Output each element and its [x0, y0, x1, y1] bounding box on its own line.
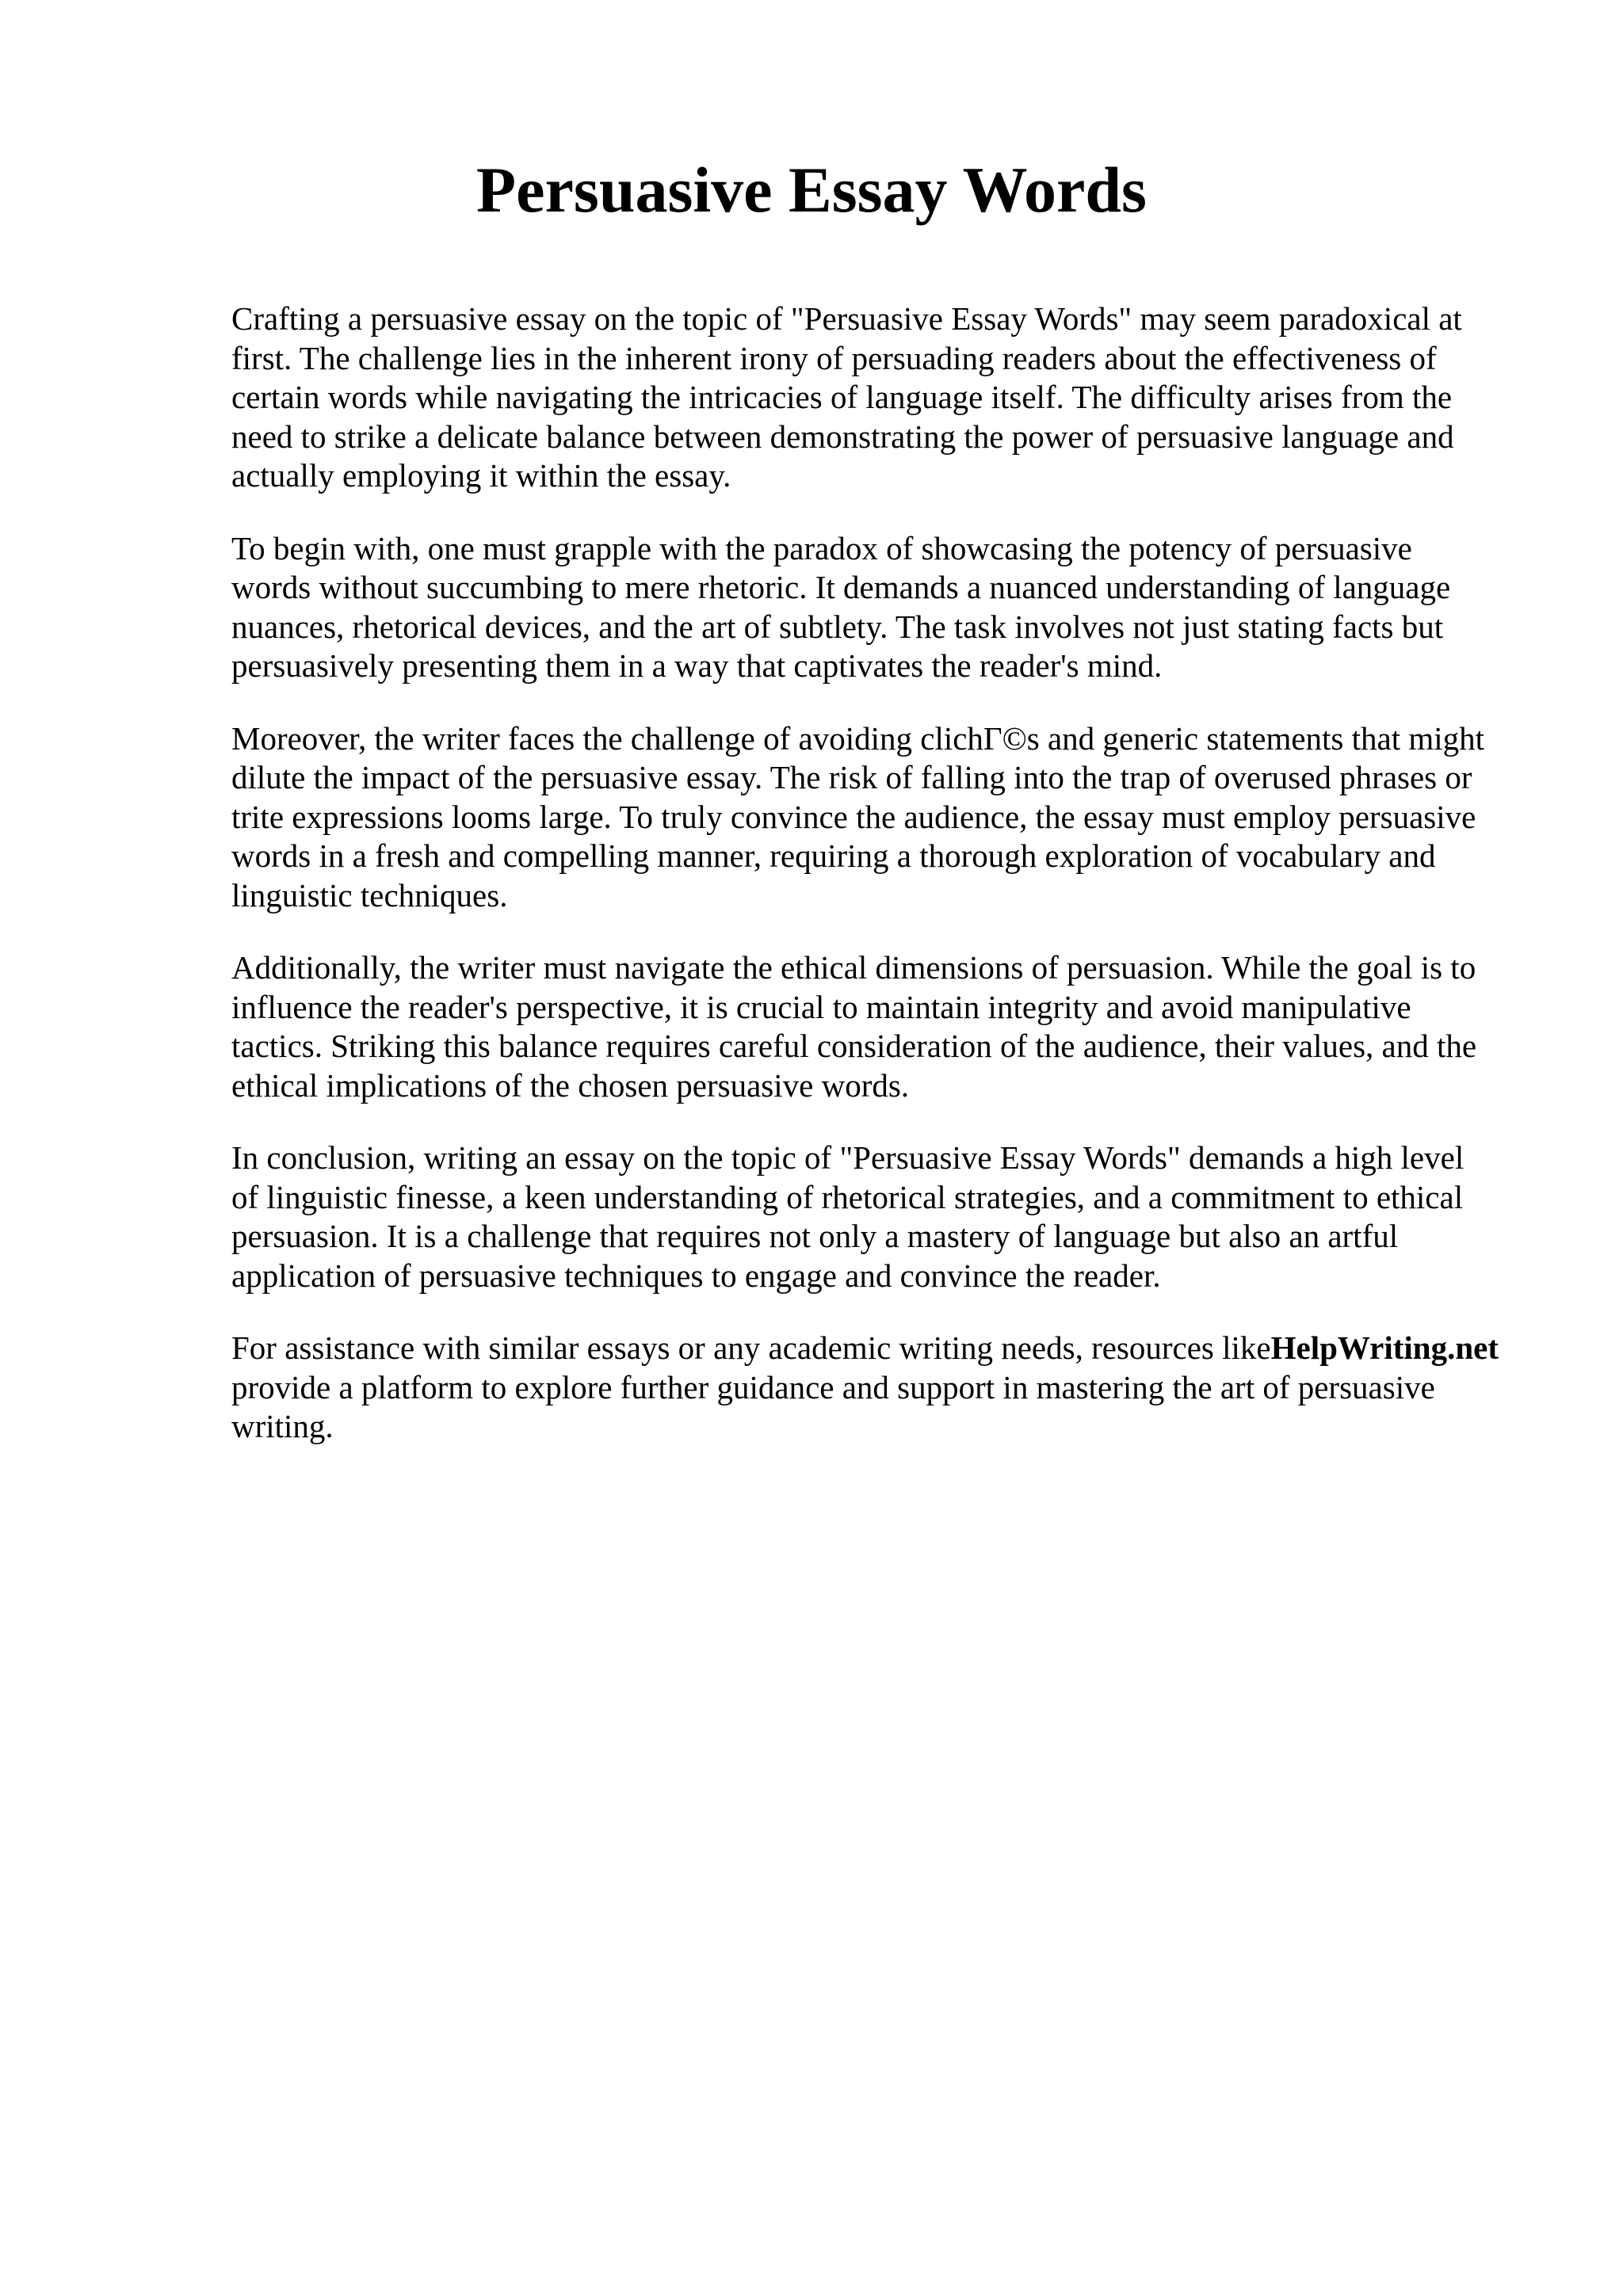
helpwriting-link[interactable]: HelpWriting.net [1270, 1329, 1499, 1366]
text-line: words in a fresh and compelling manner, requiring a thorough exploration of vocabulary and [231, 837, 1436, 874]
text-line: words without succumbing to mere rhetoric. It demands a nuanced understanding of language [231, 569, 1451, 605]
paragraph-closing [231, 1329, 1531, 1447]
text-line: ethical implications of the chosen persuasive words. [231, 1066, 910, 1104]
paragraph-cliches [231, 719, 1531, 916]
text-line: first. The challenge lies in the inherent irony of persuading readers about the effectiveness of [231, 339, 1437, 376]
text-line: To begin with, one must grapple with the paradox of showcasing the potency of persuasive [231, 529, 1412, 566]
text-line: provide a platform to explore further guidance and support in mastering the art of persuasive [231, 1368, 1435, 1405]
text-line: of linguistic finesse, a keen understanding of rhetorical strategies, and a commitment to ethical [231, 1178, 1464, 1215]
text-line: persuasion. It is a challenge that requires not only a mastery of language but also an artful [231, 1218, 1399, 1254]
text-line: Additionally, the writer must navigate the ethical dimensions of persuasion. While the goal is to [231, 949, 1476, 986]
document-title: Persuasive Essay Words [476, 154, 1147, 226]
text-line: actually employing it within the essay. [231, 457, 731, 494]
text-line: trite expressions looms large. To truly convince the audience, the essay must employ persuasive [231, 798, 1476, 835]
text-line: Crafting a persuasive essay on the topic of "Persuasive Essay Words" may seem paradoxical at [231, 300, 1462, 337]
paragraph-paradox [231, 529, 1531, 686]
text-line: In conclusion, writing an essay on the topic of "Persuasive Essay Words" demands a high level [231, 1139, 1465, 1176]
text-line: nuances, rhetorical devices, and the art of subtlety. The task involves not just stating facts but [231, 608, 1444, 645]
text-line: tactics. Striking this balance requires careful consideration of the audience, their values, and the [231, 1028, 1477, 1064]
text-line: certain words while navigating the intricacies of language itself. The difficulty arises from the [231, 379, 1453, 415]
text-line: writing. [231, 1408, 334, 1444]
text-line: influence the reader's perspective, it is crucial to maintain integrity and avoid manipulative [231, 988, 1411, 1025]
text-line [231, 1329, 1531, 1368]
text-line: application of persuasive techniques to engage and convince the reader. [231, 1257, 1161, 1294]
document-body [231, 299, 1531, 1480]
text-line: dilute the impact of the persuasive essay. The risk of falling into the trap of overused phrases or [231, 759, 1472, 795]
closing-prefix: For assistance with similar essays or any academic writing needs, resources like [231, 1329, 1271, 1366]
paragraph-conclusion [231, 1138, 1531, 1295]
paragraph-ethics [231, 948, 1531, 1105]
text-line: linguistic techniques. [231, 876, 508, 913]
text-line: need to strike a delicate balance between demonstrating the power of persuasive language and [231, 418, 1454, 455]
text-line: Moreover, the writer faces the challenge of avoiding clichΓ©s and generic statements that might [231, 719, 1485, 757]
paragraph-intro [231, 299, 1531, 496]
text-line: persuasively presenting them in a way that captivates the reader's mind. [231, 647, 1163, 684]
